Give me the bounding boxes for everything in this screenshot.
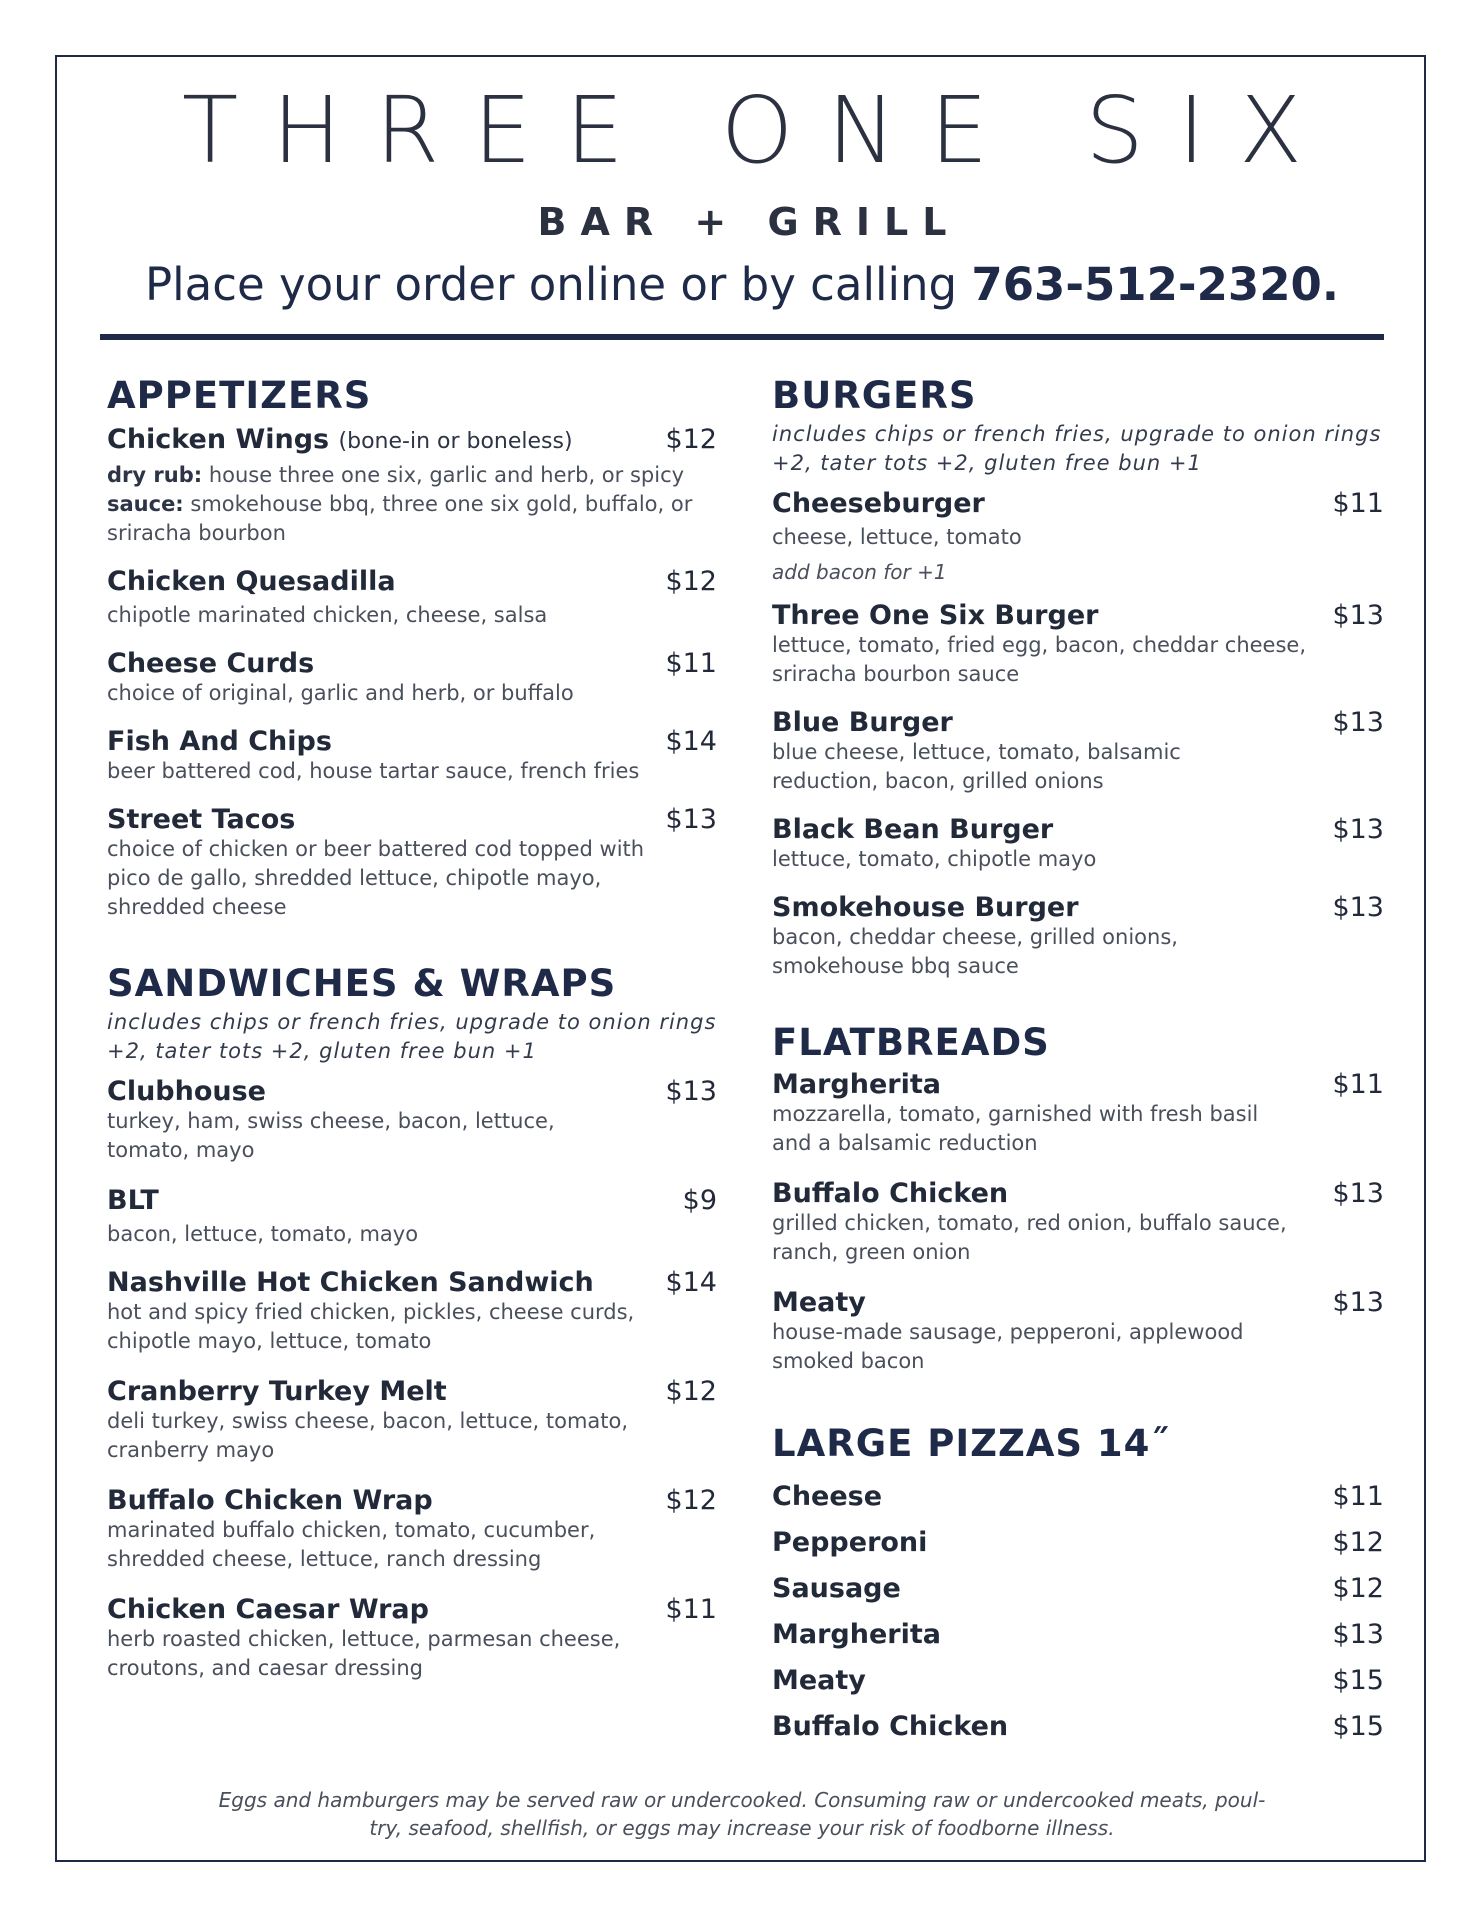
item-desc: dry rub: house three one six, garlic and herb, or spicy sauce: smokehouse bbq, three one six gold, buffalo, or sriracha bourbon [107, 463, 693, 545]
item-desc: choice of chicken or beer battered cod topped with pico de gallo, shredded lettuce, chipotle mayo, shredded cheese [107, 837, 645, 919]
item-price: $11 [1332, 488, 1384, 519]
item-name: Clubhouse [107, 1076, 266, 1107]
menu-item [772, 600, 1384, 689]
item-price: $12 [665, 1485, 717, 1516]
item-name: Meaty [772, 1287, 866, 1318]
section-note: includes chips or french fries, upgrade to onion rings +2, tater tots +2, gluten free bun +1 [107, 1010, 717, 1063]
item-name: Chicken Wings (bone-in or boneless) [107, 424, 573, 455]
item-addon: add bacon for +1 [772, 560, 947, 584]
item-price: $13 [1332, 1287, 1384, 1318]
item-price: $11 [1332, 1481, 1384, 1512]
section-title-sandwiches: SANDWICHES & WRAPS [107, 962, 617, 1005]
menu-item [772, 814, 1384, 874]
item-desc: lettuce, tomato, fried egg, bacon, cheddar cheese, sriracha bourbon sauce [772, 633, 1307, 686]
item-name: Chicken Caesar Wrap [107, 1594, 429, 1625]
item-desc: house-made sausage, pepperoni, applewood smoked bacon [772, 1320, 1244, 1373]
item-price: $9 [682, 1185, 717, 1216]
item-price: $12 [665, 424, 717, 455]
section-title-appetizers: APPETIZERS [107, 374, 372, 417]
item-price: $14 [665, 726, 717, 757]
menu-item [107, 1376, 717, 1465]
order-line [0, 258, 1484, 311]
item-name: Cheeseburger [772, 488, 985, 519]
disclaimer-line: Eggs and hamburgers may be served raw or undercooked. Consuming raw or undercooked meats, poul- [218, 1788, 1266, 1812]
item-name: Fish And Chips [107, 726, 332, 757]
item-price: $12 [665, 566, 717, 597]
menu-item [107, 726, 717, 786]
item-desc: deli turkey, swiss cheese, bacon, lettuce, tomato, cranberry mayo [107, 1409, 629, 1462]
phone-number[interactable]: 763-512-2320. [971, 258, 1339, 311]
menu-item [107, 1267, 717, 1356]
menu-item [107, 1594, 717, 1683]
item-name: Smokehouse Burger [772, 892, 1079, 923]
item-name: Black Bean Burger [772, 814, 1054, 845]
item-desc: blue cheese, lettuce, tomato, balsamic reduction, bacon, grilled onions [772, 740, 1181, 793]
item-price: $11 [665, 648, 717, 679]
menu-item [772, 488, 1384, 584]
item-price: $13 [1332, 600, 1384, 631]
menu-item [772, 892, 1384, 981]
item-name: Nashville Hot Chicken Sandwich [107, 1267, 594, 1298]
item-desc: bacon, lettuce, tomato, mayo [107, 1222, 419, 1246]
section-title-pizzas: LARGE PIZZAS 14˝ [772, 1422, 1170, 1465]
item-price: $11 [1332, 1069, 1384, 1100]
item-price: $13 [1332, 1619, 1384, 1650]
section-title-flatbreads: FLATBREADS [772, 1021, 1050, 1064]
item-name: Blue Burger [772, 707, 953, 738]
item-price: $15 [1332, 1711, 1384, 1742]
menu-item [772, 1178, 1384, 1267]
item-price: $13 [1332, 707, 1384, 738]
section-note: includes chips or french fries, upgrade to onion rings +2, tater tots +2, gluten free bun +1 [772, 422, 1382, 475]
menu-item [772, 1287, 1384, 1376]
item-price: $15 [1332, 1665, 1384, 1696]
menu-item [107, 424, 717, 548]
menu-item [107, 804, 717, 922]
pizza-item [772, 1704, 1384, 1750]
menu-item [107, 648, 717, 708]
item-price: $14 [665, 1267, 717, 1298]
menu-item [107, 566, 717, 630]
item-price: $13 [1332, 814, 1384, 845]
item-desc: grilled chicken, tomato, red onion, buffalo sauce, ranch, green onion [772, 1211, 1287, 1264]
item-price: $12 [1332, 1573, 1384, 1604]
item-name: Buffalo Chicken [772, 1178, 1009, 1209]
header-divider [100, 334, 1384, 340]
left-column [107, 372, 717, 1683]
item-desc: chipotle marinated chicken, cheese, salsa [107, 603, 548, 627]
item-name: Buffalo Chicken Wrap [107, 1485, 433, 1516]
item-name: Margherita [772, 1619, 941, 1650]
item-name: Cheese Curds [107, 648, 315, 679]
item-desc: mozzarella, tomato, garnished with fresh basil and a balsamic reduction [772, 1102, 1259, 1155]
disclaimer-line: try, seafood, shellfish, or eggs may increase your risk of foodborne illness. [369, 1816, 1115, 1840]
dry-rub-label: dry rub: [107, 463, 203, 487]
item-name: Chicken Quesadilla [107, 566, 396, 597]
item-desc: lettuce, tomato, chipotle mayo [772, 847, 1097, 871]
item-name: Margherita [772, 1069, 941, 1100]
item-price: $12 [1332, 1527, 1384, 1558]
brand-subtitle: BAR + GRILL [537, 200, 961, 244]
menu-item [772, 707, 1384, 796]
item-name: Cranberry Turkey Melt [107, 1376, 447, 1407]
item-price: $13 [665, 804, 717, 835]
item-price: $13 [665, 1076, 717, 1107]
item-desc: hot and spicy fried chicken, pickles, cheese curds, chipotle mayo, lettuce, tomato [107, 1300, 635, 1353]
pizza-item [772, 1566, 1384, 1612]
item-desc: beer battered cod, house tartar sauce, french fries [107, 759, 640, 783]
item-price: $11 [665, 1594, 717, 1625]
item-desc: cheese, lettuce, tomato [772, 525, 1022, 549]
item-desc: turkey, ham, swiss cheese, bacon, lettuce, tomato, mayo [107, 1109, 555, 1162]
item-desc: marinated buffalo chicken, tomato, cucumber, shredded cheese, lettuce, ranch dressing [107, 1518, 596, 1571]
sauce-label: sauce: [107, 492, 184, 516]
food-safety-disclaimer [200, 1786, 1284, 1842]
menu-item [107, 1485, 717, 1574]
item-name: Sausage [772, 1573, 901, 1604]
pizza-item [772, 1612, 1384, 1658]
pizza-item [772, 1474, 1384, 1520]
pizza-item [772, 1520, 1384, 1566]
item-price: $13 [1332, 1178, 1384, 1209]
item-name-note: (bone-in or boneless) [338, 429, 573, 454]
item-price: $12 [665, 1376, 717, 1407]
item-desc: bacon, cheddar cheese, grilled onions, smokehouse bbq sauce [772, 925, 1178, 978]
item-name: Street Tacos [107, 804, 296, 835]
menu-item [107, 1076, 717, 1165]
pizza-item [772, 1658, 1384, 1704]
item-name: BLT [107, 1185, 159, 1216]
item-desc: herb roasted chicken, lettuce, parmesan cheese, croutons, and caesar dressing [107, 1627, 621, 1680]
section-title-burgers: BURGERS [772, 374, 977, 417]
item-name: Pepperoni [772, 1527, 928, 1558]
item-name: Three One Six Burger [772, 600, 1099, 631]
item-name: Buffalo Chicken [772, 1711, 1009, 1742]
right-column [772, 372, 1384, 1750]
order-text: Place your order online or by calling [145, 258, 972, 311]
brand-name: THREE ONE SIX [182, 77, 1336, 184]
item-name: Cheese [772, 1481, 883, 1512]
item-desc: choice of original, garlic and herb, or buffalo [107, 681, 574, 705]
menu-item [772, 1069, 1384, 1158]
item-name: Meaty [772, 1665, 866, 1696]
menu-item [107, 1185, 717, 1249]
item-price: $13 [1332, 892, 1384, 923]
